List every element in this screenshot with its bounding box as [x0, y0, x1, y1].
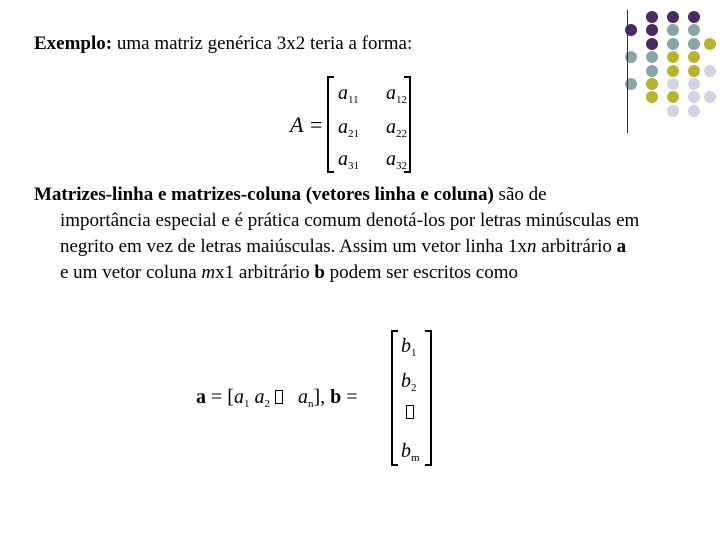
- dot: [688, 91, 700, 103]
- ellipsis-placeholder-icon: [275, 390, 283, 404]
- paragraph-line-2: importância especial e é prática comum denotá-los por letras minúsculas em: [60, 210, 640, 231]
- dot: [646, 24, 658, 36]
- dot: [667, 91, 679, 103]
- dot: [688, 24, 700, 36]
- paragraph-line-3: negrito em vez de letras maiúsculas. Assim um vetor linha 1xn arbitrário a: [60, 236, 627, 257]
- matrix-element: $a_{21}$: [338, 116, 359, 140]
- dot: [667, 78, 679, 90]
- column-ellipsis-placeholder: [406, 405, 414, 423]
- heading-bold: Exemplo:: [34, 33, 113, 54]
- dot: [667, 38, 679, 50]
- dot: [688, 65, 700, 77]
- column-bracket-left: [391, 330, 398, 466]
- dot: [667, 105, 679, 117]
- dot: [646, 78, 658, 90]
- matrix-element: $a_{31}$: [338, 148, 359, 172]
- dot: [688, 38, 700, 50]
- ellipsis-placeholder-icon: [406, 405, 414, 419]
- divider-line: [627, 10, 628, 133]
- dot-row-1: [646, 11, 700, 23]
- matrix-element: $a_{32}$: [386, 148, 407, 172]
- dot: [667, 65, 679, 77]
- heading-text: uma matriz genérica 3x2 teria a forma:: [112, 33, 413, 54]
- dot: [667, 24, 679, 36]
- dot-row-6: [625, 78, 700, 90]
- dot-row-3: [646, 38, 716, 50]
- dot: [704, 91, 716, 103]
- matrix-element: $a_{22}$: [386, 116, 407, 140]
- column-bracket-right: [425, 330, 432, 466]
- dot-row-5: [646, 65, 716, 77]
- dot-row-7: [646, 91, 716, 103]
- dot-row-2: [625, 24, 700, 36]
- vector-b-symbol: b: [330, 386, 342, 408]
- dot: [646, 38, 658, 50]
- column-element: $b_m$: [401, 440, 420, 464]
- dot: [667, 11, 679, 23]
- matrix-element: $a_{11}$: [338, 82, 359, 106]
- dot: [667, 51, 679, 63]
- column-element: $b_1$: [401, 335, 417, 359]
- dot: [688, 11, 700, 23]
- matrix-lhs: A =: [290, 112, 324, 137]
- dot-row-4: [625, 51, 700, 63]
- dot: [688, 78, 700, 90]
- dot: [646, 11, 658, 23]
- dot: [646, 65, 658, 77]
- paragraph-line-1: Matrizes-linha e matrizes-coluna (vetores linha e coluna) são de: [34, 184, 547, 205]
- dot-row-8: [667, 105, 700, 117]
- matrix-bracket-left: [327, 76, 334, 173]
- dot: [704, 38, 716, 50]
- dot: [688, 105, 700, 117]
- paragraph-line-4: e um vetor coluna mx1 arbitrário b podem ser escritos como: [60, 262, 519, 283]
- dot: [704, 65, 716, 77]
- column-element: $b_2$: [401, 370, 417, 394]
- dot: [646, 91, 658, 103]
- vector-paragraph: [34, 182, 704, 286]
- dot: [646, 51, 658, 63]
- dot: [688, 51, 700, 63]
- example-heading: [34, 33, 412, 55]
- row-vector-equation: $a = [a_1$ $a_2$ $a_n$], b =: [196, 386, 358, 410]
- matrix-element: $a_{12}$: [386, 82, 407, 106]
- vector-a-symbol: a: [196, 386, 206, 408]
